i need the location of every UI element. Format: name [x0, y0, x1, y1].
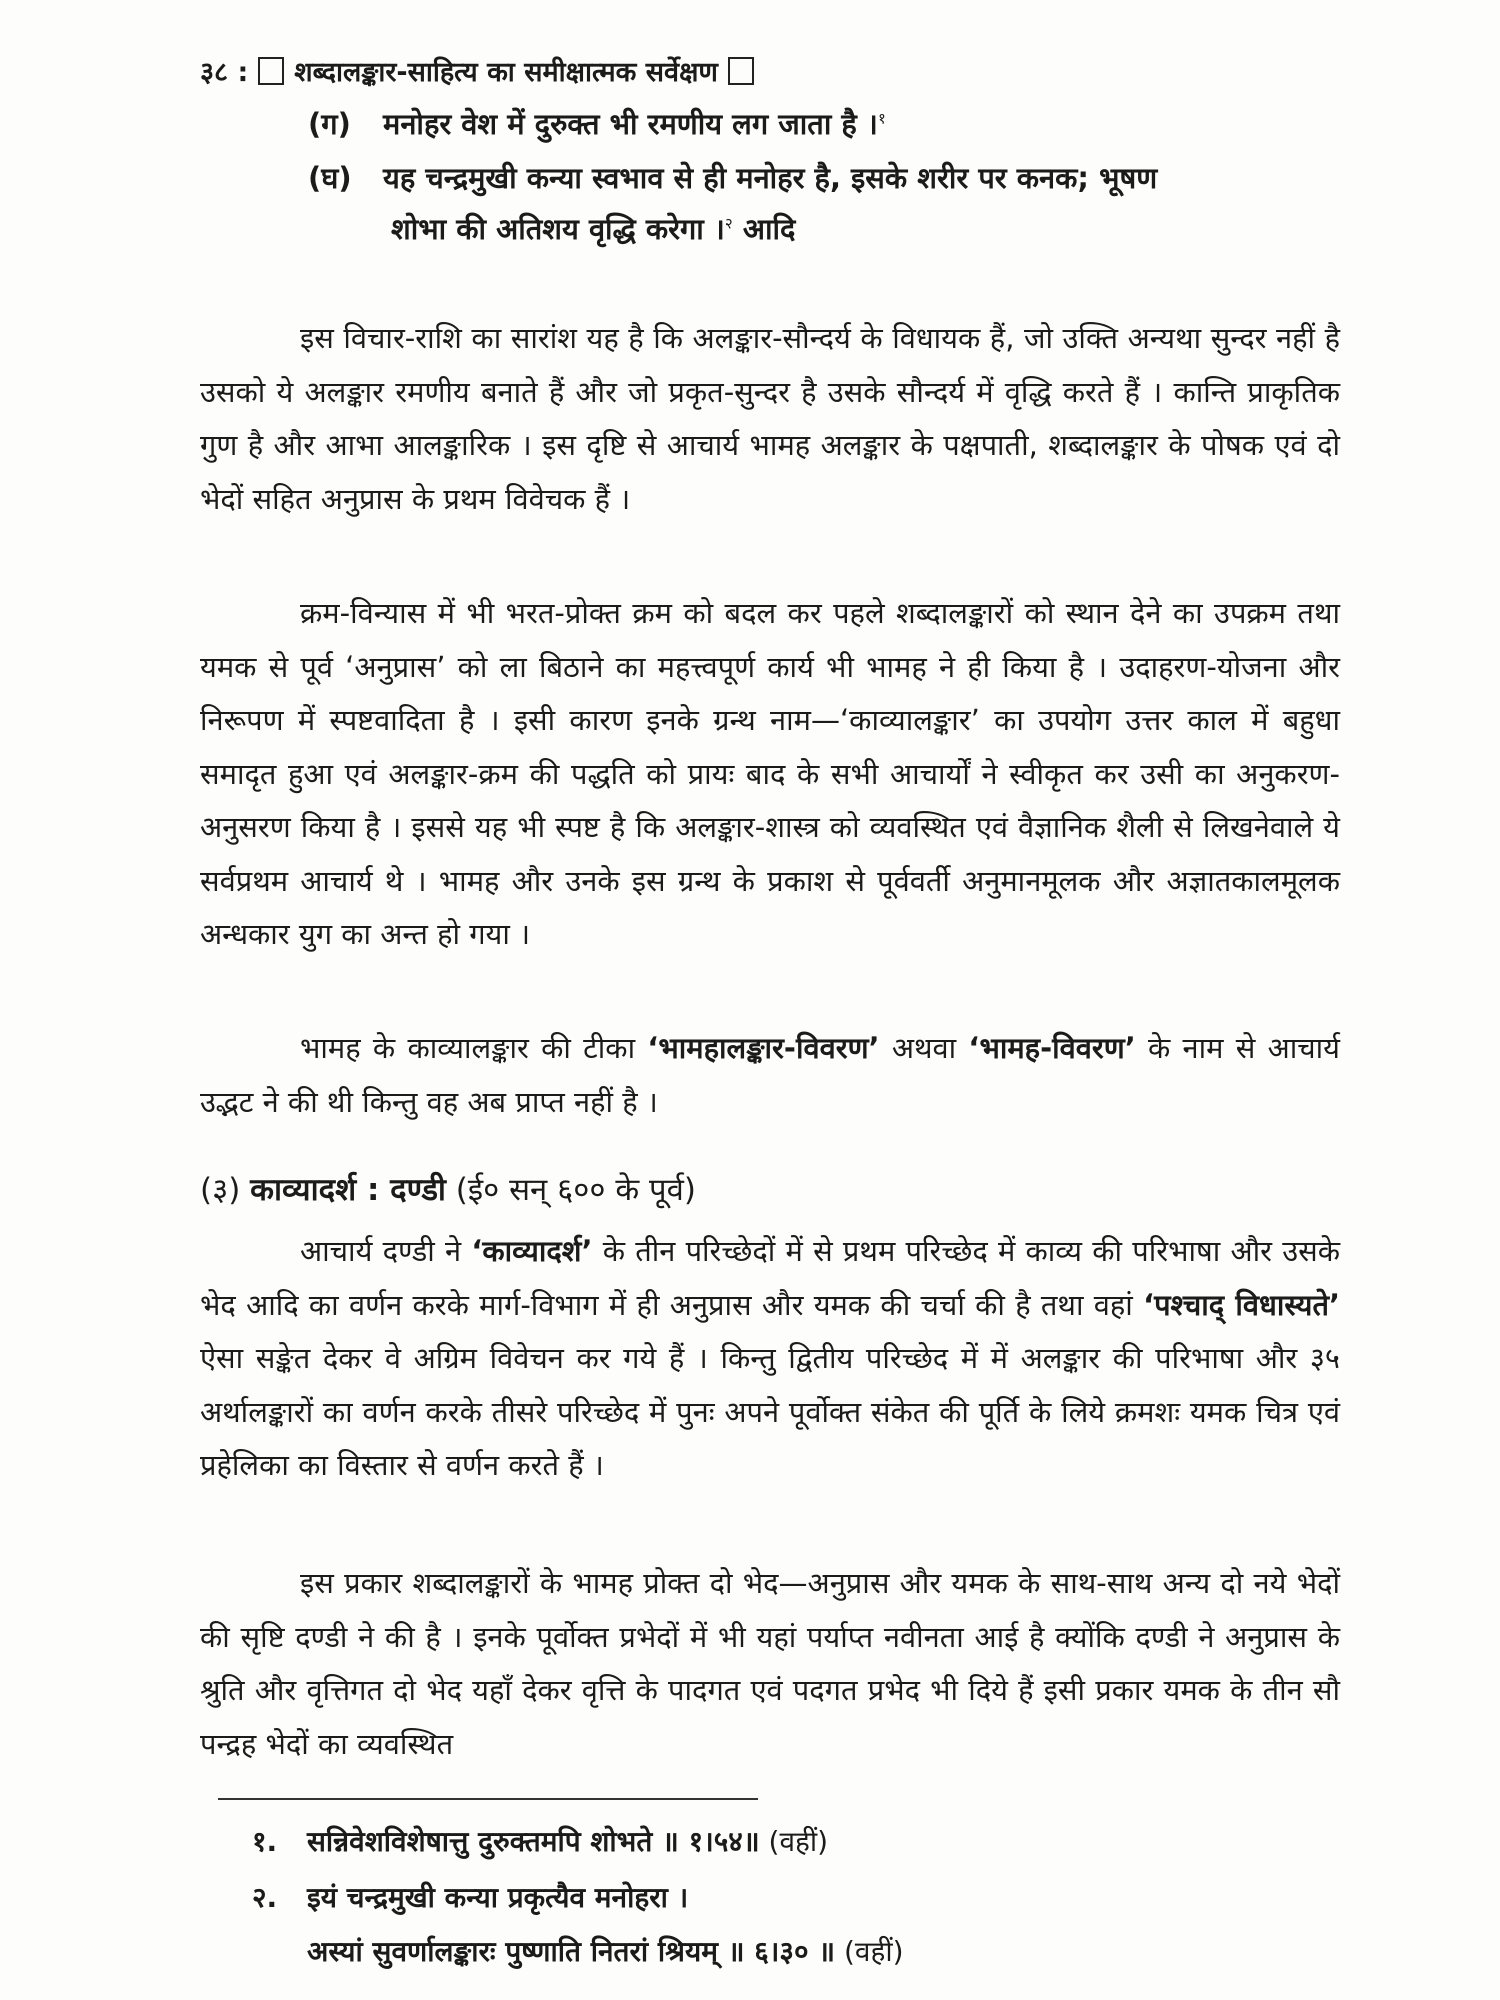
section-number: (३) [200, 1172, 241, 1208]
footnote-text: अस्यां सुवर्णालङ्कारः पुष्णाति नितरां श्रियम् ॥ ६।३० ॥ [307, 1935, 836, 1968]
section-heading [200, 1168, 696, 1210]
paragraph-4 [200, 1225, 1340, 1493]
footnote-number: १. [252, 1825, 278, 1858]
section-date: (ई० सन् ६०० के पूर्व) [445, 1172, 696, 1208]
footnote-text: इयं चन्द्रमुखी कन्या प्रकृत्यैव मनोहरा । [307, 1881, 689, 1914]
page-number: ३८ : [200, 57, 249, 88]
footnote-2-cont [252, 1932, 904, 1970]
example-text: मनोहर वेश में दुरुक्त भी रमणीय लग जाता है । [383, 107, 878, 141]
footnote-ref: २ [724, 214, 733, 233]
example-text-cont: शोभा की अतिशय वृद्धि करेगा । [391, 212, 725, 246]
paragraph-text: आचार्य दण्डी ने [300, 1234, 472, 1268]
footnote-source: (वहीं) [759, 1825, 829, 1858]
paragraph-text: भामह के काव्यालङ्कार की टीका [300, 1031, 648, 1065]
example-ga [308, 104, 1338, 143]
bold-term: ‘भामहालङ्कार-विवरण’ [647, 1031, 880, 1065]
bold-term: ‘काव्यादर्श’ [471, 1234, 593, 1268]
paragraph-text: के तीन परिच्छेदों में से प्रथम परिच्छेद में काव्य की परिभाषा और उसके भेद आदि का वर्णन करके मार्ग-विभाग में ही अनुप्रास और यमक की चर्चा की है तथा वहां [200, 1234, 1340, 1322]
example-gha [308, 158, 1338, 248]
paragraph-3 [200, 1022, 1340, 1129]
example-marker: (ग) [308, 107, 351, 141]
paragraph-text: इस प्रकार शब्दालङ्कारों के भामह प्रोक्त दो भेद—अनुप्रास और यमक के साथ-साथ अन्य दो नये भेदों की सृष्टि दण्डी ने की है । इनके पूर्वोक्त प्रभेदों में भी यहां पर्याप्त नवीनता आई है क्योंकि दण्डी ने अनुप्रास के श्रुति और वृत्तिगत दो भेद यहाँ देकर वृत्ति के पादगत एवं पदगत प्रभेद भी दिये हैं इसी प्रकार यमक के तीन सौ पन्द्रह भेदों का व्यवस्थित [200, 1566, 1340, 1761]
example-text: यह चन्द्रमुखी कन्या स्वभाव से ही मनोहर है, इसके शरीर पर कनक; भूषण [383, 161, 1158, 195]
paragraph-5 [200, 1557, 1340, 1771]
footnote-1 [252, 1822, 828, 1860]
footnote-rule [218, 1798, 758, 1800]
footnote-ref: १ [877, 109, 886, 128]
footnote-number: २. [252, 1881, 278, 1914]
box-ornament-left [258, 57, 284, 85]
bold-term: ‘भामह-विवरण’ [968, 1031, 1136, 1065]
example-marker: (घ) [308, 161, 352, 195]
footnote-text: सन्निवेशविशेषात्तु दुरुक्तमपि शोभते ॥ १।५४॥ [307, 1825, 760, 1858]
box-ornament-right [728, 57, 754, 85]
footnote-2 [252, 1878, 688, 1916]
paragraph-1 [200, 312, 1340, 526]
bold-term: ‘पश्चाद् विधास्यते’ [1143, 1287, 1340, 1322]
footnote-source: (वहीं) [835, 1935, 904, 1968]
running-header [200, 52, 1300, 89]
running-title: शब्दालङ्कार-साहित्य का समीक्षात्मक सर्वेक्षण [294, 57, 718, 88]
paragraph-text: के नाम से आचार्य उद्भट ने की थी किन्तु वह अब प्राप्त नहीं है । [200, 1031, 1340, 1119]
paragraph-2 [200, 587, 1340, 962]
example-tail: आदि [732, 212, 796, 246]
paragraph-text: अथवा [879, 1031, 969, 1065]
section-title: काव्यादर्श : दण्डी [250, 1172, 446, 1208]
paragraph-text: ऐसा सङ्केत देकर वे अग्रिम विवेचन कर गये हैं । किन्तु द्वितीय परिच्छेद में में अलङ्कार की परिभाषा और ३५ अर्थालङ्कारों का वर्णन करके तीसरे परिच्छेद में पुनः अपने पूर्वोक्त संकेत की पूर्ति के लिये क्रमशः यमक चित्र एवं प्रहेलिका का विस्तार से वर्णन करते हैं । [200, 1341, 1340, 1482]
paragraph-text: इस विचार-राशि का सारांश यह है कि अलङ्कार-सौन्दर्य के विधायक हैं, जो उक्ति अन्यथा सुन्दर नहीं है उसको ये अलङ्कार रमणीय बनाते हैं और जो प्रकृत-सुन्दर है उसके सौन्दर्य में वृद्धि करते हैं । कान्ति प्राकृतिक गुण है और आभा आलङ्कारिक । इस दृष्टि से आचार्य भामह अलङ्कार के पक्षपाती, शब्दालङ्कार के पोषक एवं दो भेदों सहित अनुप्रास के प्रथम विवेचक हैं । [200, 321, 1340, 516]
paragraph-text: क्रम-विन्यास में भी भरत-प्रोक्त क्रम को बदल कर पहले शब्दालङ्कारों को स्थान देने का उपक्रम तथा यमक से पूर्व ‘अनुप्रास’ को ला बिठाने का महत्त्वपूर्ण कार्य भी भामह ने ही किया है । उदाहरण-योजना और निरूपण में स्पष्टवादिता है । इसी कारण इनके ग्रन्थ नाम—‘काव्यालङ्कार’ का उपयोग उत्तर काल में बहुधा समादृत हुआ एवं अलङ्कार-क्रम की पद्धति को प्रायः बाद के सभी आचार्यों ने स्वीकृत कर उसी का अनुकरण-अनुसरण किया है । इससे यह भी स्पष्ट है कि अलङ्कार-शास्त्र को व्यवस्थित एवं वैज्ञानिक शैली से लिखनेवाले ये सर्वप्रथम आचार्य थे । भामह और उनके इस ग्रन्थ के प्रकाश से पूर्ववर्ती अनुमानमूलक और अज्ञातकालमूलक अन्धकार युग का अन्त हो गया । [200, 596, 1340, 951]
